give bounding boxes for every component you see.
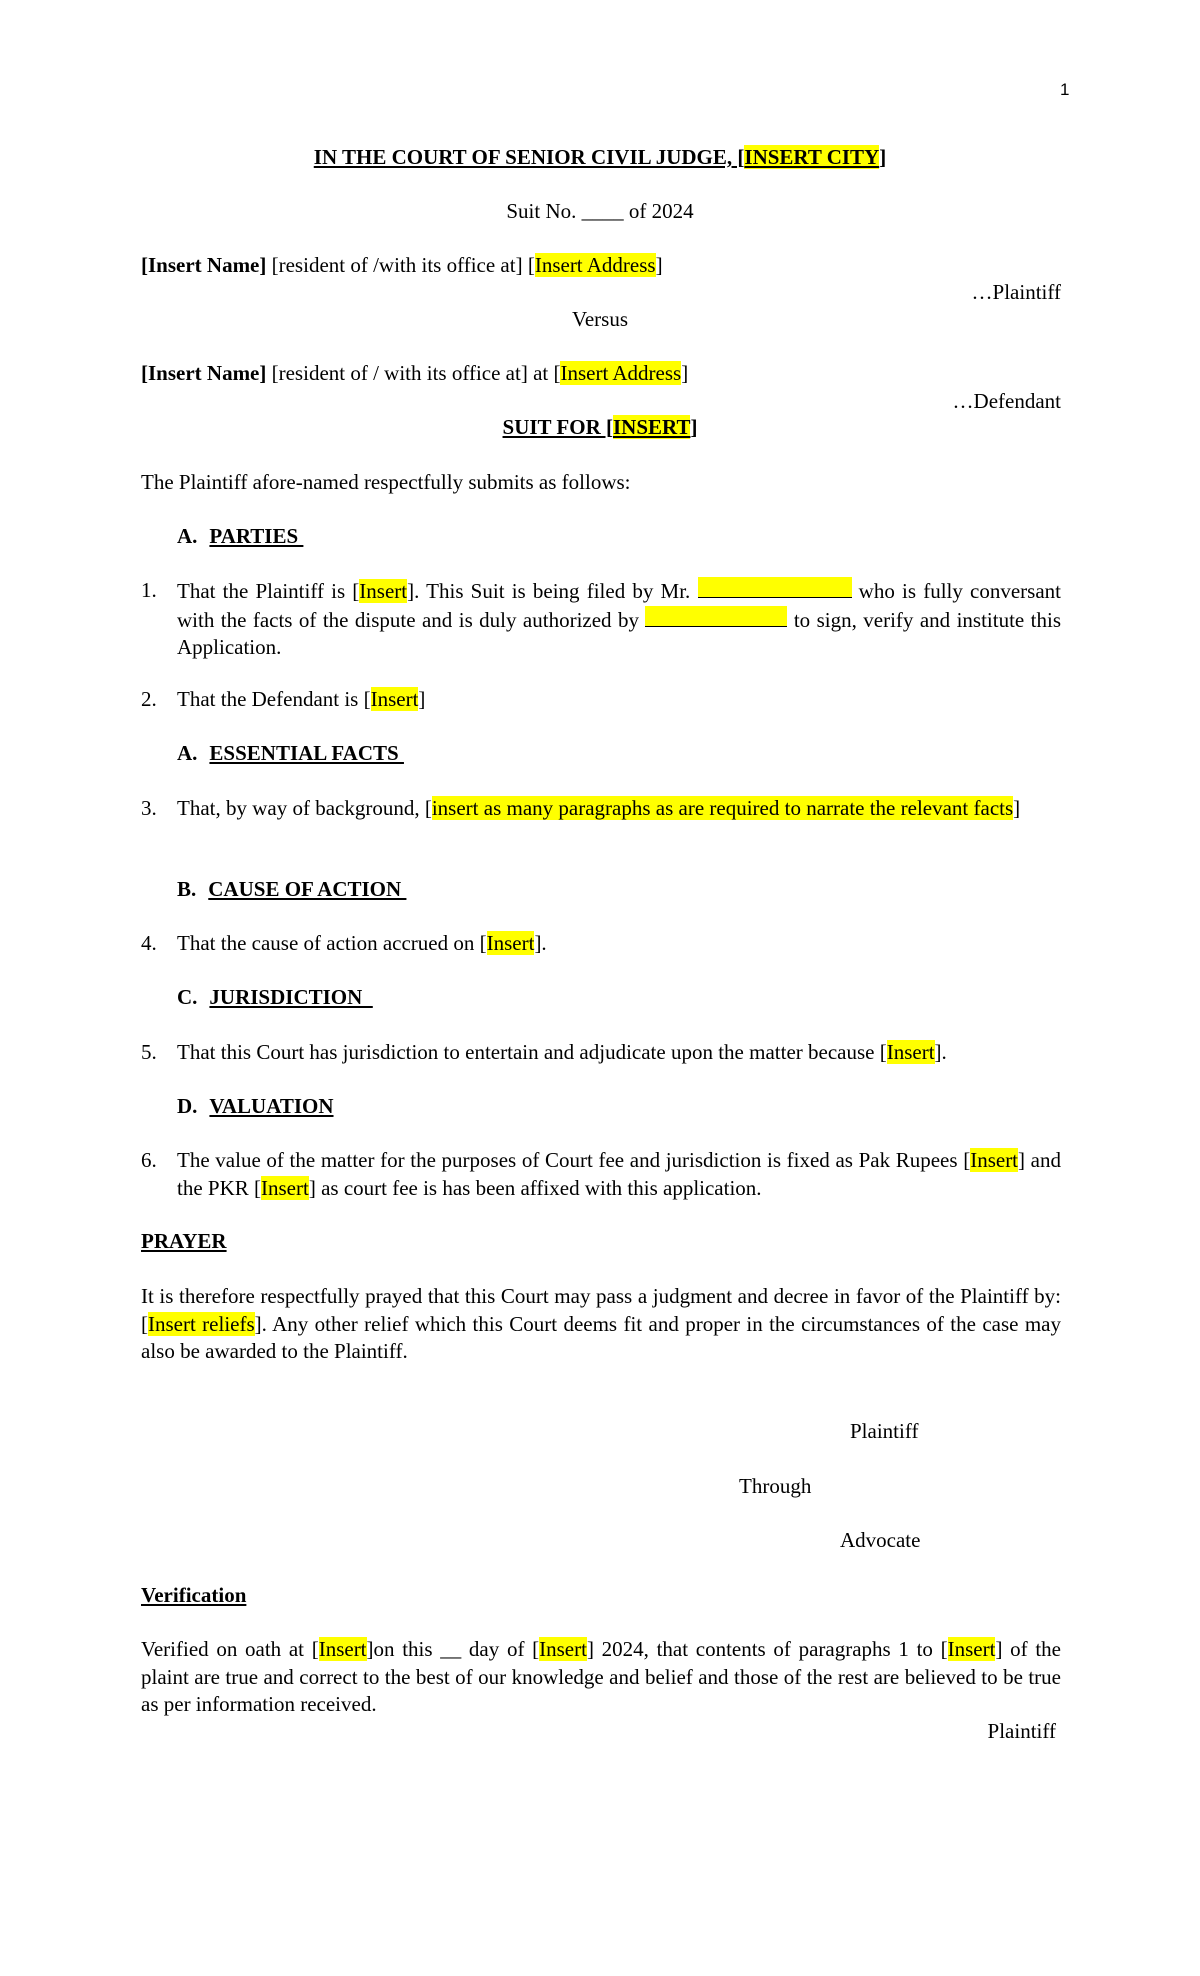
section-facts-title: ESSENTIAL FACTS	[209, 741, 404, 765]
para-4-number: 4.	[141, 931, 157, 955]
blank-authorizer[interactable]	[645, 606, 787, 627]
suit-for-placeholder: INSERT	[613, 415, 691, 439]
suit-for-heading	[0, 414, 1200, 441]
verification-t4: ] of the plaint are true and correct to the best of our knowledge and belief and those of the rest are believed to be true as per information received.	[141, 1637, 1061, 1716]
signature-plaintiff: Plaintiff	[850, 1419, 919, 1443]
para-5	[177, 1039, 947, 1066]
para-2	[177, 686, 425, 713]
para-1-t3: who is fully conversant with the facts of the dispute and is duly authorized by	[177, 579, 1062, 632]
para-4	[177, 930, 547, 957]
para-5-t1: That this Court has jurisdiction to entertain and adjudicate upon the matter because [	[177, 1040, 887, 1064]
plaintiff-text-a: [resident of /with its office at] [	[266, 253, 535, 277]
defendant-address-placeholder: Insert Address	[560, 361, 682, 385]
verification-t3: ] 2024, that contents of paragraphs 1 to [	[586, 1637, 948, 1661]
blank-filer-name[interactable]	[698, 577, 852, 598]
para-4-t2: ].	[534, 931, 547, 955]
para-2-number: 2.	[141, 687, 157, 711]
prayer-text	[141, 1283, 1061, 1366]
verification-signoff: Plaintiff	[987, 1719, 1056, 1743]
suit-for-prefix: SUIT FOR [	[502, 415, 613, 439]
para-1-t2: ]. This Suit is being filed by Mr.	[407, 579, 698, 603]
versus-label: Versus	[572, 307, 628, 331]
prayer-heading: PRAYER	[141, 1229, 227, 1253]
plaintiff-name: [Insert Name]	[141, 253, 267, 277]
section-parties-title: PARTIES	[209, 524, 304, 548]
para-6-insert-2: Insert	[261, 1175, 309, 1200]
verification-t1: Verified on oath at [	[141, 1637, 319, 1661]
section-valuation	[177, 1093, 334, 1120]
verification-insert-3: Insert	[947, 1637, 996, 1661]
page-number: 1	[1060, 80, 1070, 99]
verification-t2: ]on this __ day of [	[366, 1637, 540, 1661]
section-valuation-title: VALUATION	[209, 1094, 334, 1118]
para-6-t1: The value of the matter for the purposes of Court fee and jurisdiction is fixed as Pak Rupees [	[177, 1148, 971, 1172]
para-2-t2: ]	[418, 687, 426, 711]
para-3-t2: ]	[1013, 796, 1021, 820]
defendant-text-b: ]	[681, 361, 689, 385]
court-heading	[0, 144, 1200, 171]
section-jurisdiction-title: JURISDICTION	[209, 985, 373, 1009]
verification-text	[141, 1636, 1061, 1719]
section-essential-facts	[177, 740, 404, 767]
para-2-t1: That the Defendant is [	[177, 687, 371, 711]
section-facts-letter: A.	[177, 741, 198, 765]
para-6-number: 6.	[141, 1148, 157, 1172]
plaintiff-address-placeholder: Insert Address	[534, 253, 656, 277]
para-3-number: 3.	[141, 796, 157, 820]
defendant-party	[141, 360, 688, 387]
court-heading-suffix: ]	[879, 145, 887, 169]
insert-city-placeholder: INSERT CITY	[744, 145, 880, 169]
para-1-t4: to sign, verify and institute this Application.	[177, 607, 1061, 659]
prayer-insert: Insert reliefs	[148, 1311, 255, 1336]
para-1	[177, 577, 1061, 662]
section-cause-of-action	[177, 876, 406, 903]
plaintiff-text-b: ]	[655, 253, 663, 277]
para-6	[177, 1147, 1061, 1202]
prayer-t1: It is therefore respectfully prayed that this Court may pass a judgment and decree in favor of the Plaintiff by: [	[141, 1284, 1061, 1336]
verification-insert-2: Insert	[539, 1637, 587, 1661]
para-3-t1: That, by way of background, [	[177, 796, 432, 820]
para-5-t2: ].	[934, 1040, 947, 1064]
para-4-t1: That the cause of action accrued on [	[177, 931, 487, 955]
para-5-insert: Insert	[886, 1040, 935, 1064]
section-parties	[177, 523, 303, 550]
para-3-insert: insert as many paragraphs as are required to narrate the relevant facts	[431, 796, 1014, 820]
prayer-t2: ]. Any other relief which this Court deems fit and proper in the circumstances of the case may also be awarded to the Plaintiff.	[141, 1311, 1061, 1363]
section-cause-title: CAUSE OF ACTION	[208, 877, 407, 901]
para-6-t2: ] and the PKR [	[177, 1148, 1061, 1200]
para-6-insert-1: Insert	[970, 1148, 1019, 1172]
defendant-label: …Defendant	[952, 389, 1061, 413]
signature-advocate: Advocate	[840, 1528, 921, 1552]
para-1-t1: That the Plaintiff is [	[177, 579, 360, 603]
section-parties-letter: A.	[177, 524, 198, 548]
defendant-text-a: [resident of / with its office at] at [	[266, 361, 561, 385]
para-1-insert: Insert	[359, 579, 408, 603]
verification-insert-1: Insert	[318, 1637, 367, 1661]
plaintiff-party	[141, 252, 663, 279]
defendant-name: [Insert Name]	[141, 361, 267, 385]
para-6-t3: ] as court fee is has been affixed with this application.	[308, 1175, 762, 1200]
section-jurisdiction-letter: C.	[177, 985, 198, 1009]
verification-heading: Verification	[141, 1583, 247, 1607]
plaintiff-label: …Plaintiff	[971, 280, 1061, 304]
section-jurisdiction	[177, 984, 373, 1011]
suit-number: Suit No. ____ of 2024	[506, 199, 694, 223]
court-heading-prefix: IN THE COURT OF SENIOR CIVIL JUDGE, [	[313, 145, 745, 169]
intro-text: The Plaintiff afore-named respectfully submits as follows:	[141, 470, 631, 494]
suit-for-suffix: ]	[690, 415, 698, 439]
para-4-insert: Insert	[486, 931, 535, 955]
section-valuation-letter: D.	[177, 1094, 198, 1118]
para-1-number: 1.	[141, 578, 157, 602]
para-2-insert: Insert	[370, 687, 419, 711]
para-3	[177, 795, 1061, 823]
signature-through: Through	[739, 1474, 812, 1498]
section-cause-letter: B.	[177, 877, 197, 901]
para-5-number: 5.	[141, 1040, 157, 1064]
